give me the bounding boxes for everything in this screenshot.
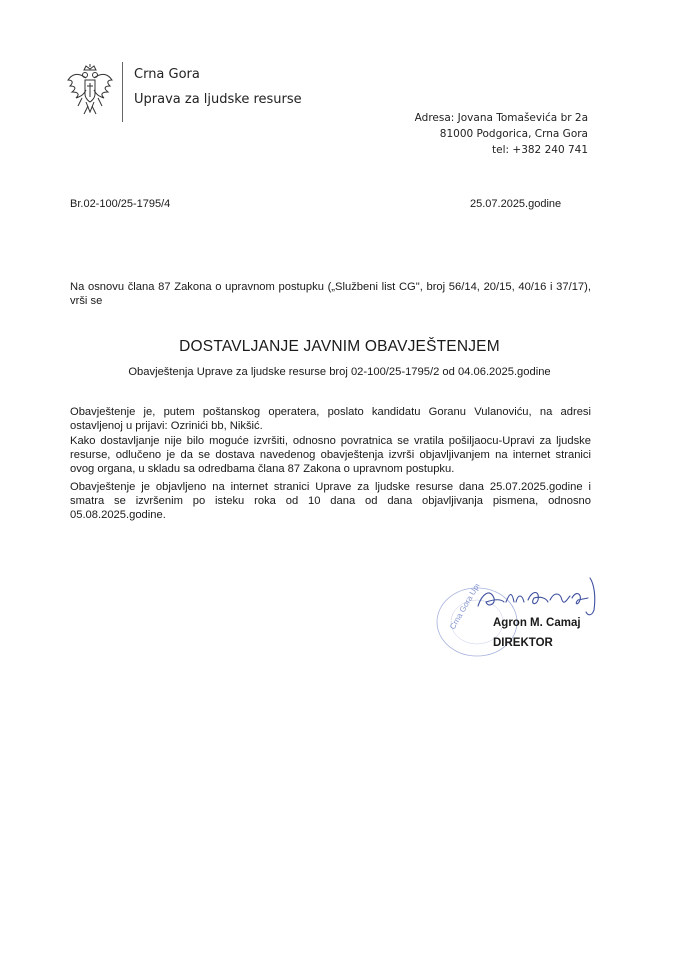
header-country: Crna Gora (134, 67, 200, 82)
handwritten-signature (470, 570, 610, 620)
header-divider (122, 62, 123, 122)
intro-paragraph: Na osnovu člana 87 Zakona o upravnom postupku („Službeni list CG", broj 56/14, 20/15, 40/16 i 37/17), vrši se (70, 281, 591, 308)
header-institution: Uprava za ljudske resurse (134, 92, 302, 107)
signatory-name: Agron M. Camaj (493, 617, 581, 629)
paragraph-2: Kako dostavljanje nije bilo moguće izvršiti, odnosno povratnica se vratila pošiljaocu-Upravi za ljudske resurse, odlučeno je da se dostava navedenog obavještenja izvrši objavljivanjem na internet stranici ovog organa, u skladu sa odredbama člana 87 Zakona o upravnom postupku. (70, 435, 591, 476)
reference-date: 25.07.2025.godine (470, 198, 562, 210)
document-title: DOSTAVLJANJE JAVNIM OBAVJEŠTENJEM (179, 338, 500, 355)
signatory-position: DIREKTOR (493, 637, 553, 649)
paragraph-3: Obavještenje je objavljeno na internet stranici Uprave za ljudske resurse dana 25.07.2025.godine i smatra se izvršenim po isteku roka od 10 dana od dana objavljivanja pismena, odnosno 05.08.2025.godine. (70, 481, 591, 522)
document-subtitle: Obavještenja Uprave za ljudske resurse broj 02-100/25-1795/2 od 04.06.2025.godine (128, 366, 551, 378)
paragraph-1: Obavještenje je, putem poštanskog operatera, poslato kandidatu Goranu Vulanoviću, na adresi ostavljenoj u prijavi: Ozrinići bb, Nikšić. (70, 406, 591, 433)
reference-number: Br.02-100/25-1795/4 (70, 198, 171, 210)
address-line-city: 81000 Podgorica, Crna Gora (439, 128, 588, 140)
address-line-phone: tel: +382 240 741 (492, 144, 588, 156)
address-block (415, 110, 588, 158)
coat-of-arms-icon (66, 64, 114, 120)
address-line-street: Adresa: Jovana Tomaševića br 2a (414, 112, 588, 124)
stamp-text: Crna Gora Uprava za (447, 584, 494, 631)
